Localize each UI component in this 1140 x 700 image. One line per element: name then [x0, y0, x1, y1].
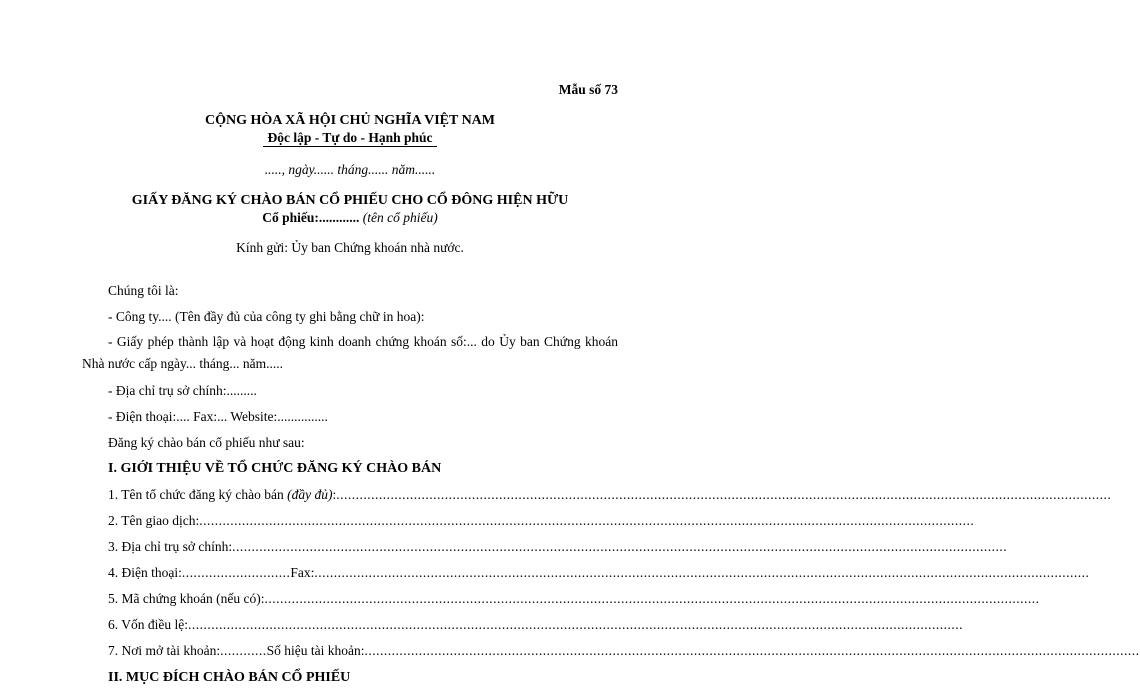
section-1-field-7	[108, 643, 1140, 659]
field-label	[108, 513, 199, 529]
field-fill-dots: ........................................................................................................................................................................................................	[199, 513, 975, 528]
national-motto	[82, 130, 618, 146]
field-fill-dots: ............	[220, 643, 267, 658]
field-label-text: 3. Địa chỉ trụ sở chính:	[108, 539, 233, 554]
field-label	[108, 591, 265, 607]
section-1-field-4	[108, 565, 1090, 581]
stock-note: (tên cổ phiếu)	[362, 210, 438, 225]
document-title: GIẤY ĐĂNG KÝ CHÀO BÁN CỔ PHIẾU CHO CỔ ĐÔNG HIỆN HỮU	[131, 193, 569, 208]
section-1-field-6	[108, 617, 963, 633]
field-fill-dots: ........................................................................................................................................................................................................	[188, 617, 963, 632]
section-1-field-2	[108, 513, 975, 529]
form-number: Mẫu số 73	[558, 82, 618, 97]
stock-label: Cổ phiếu:............	[262, 210, 360, 225]
date-line: ....., ngày...... tháng...... năm......	[264, 162, 436, 177]
field-label	[108, 539, 232, 555]
document-subtitle	[82, 210, 618, 226]
motto-text: Độc lập - Tự do - Hạnh phúc	[263, 130, 436, 147]
field-label-text: 4. Điện thoại:	[108, 565, 182, 580]
field-fill-dots: ........................................................................................................................................................................................................	[336, 487, 1112, 502]
section-1-field-5	[108, 591, 1040, 607]
field-mid-label: Fax:	[290, 565, 315, 580]
field-label-text: 7. Nơi mở tài khoản:	[108, 643, 221, 658]
field-fill-dots: ........................................................................................................................................................................................................	[264, 591, 1040, 606]
intro-we-are: Chúng tôi là:	[108, 283, 179, 298]
field-label	[108, 617, 188, 633]
section-1-field-3	[108, 539, 1008, 555]
field-label	[108, 487, 336, 503]
field-label-text: 1. Tên tổ chức đăng ký chào bán	[108, 487, 288, 502]
intro-company: - Công ty.... (Tên đầy đủ của công ty ghi bằng chữ in hoa):	[108, 309, 425, 324]
field-label-text: 6. Vốn điều lệ:	[108, 617, 188, 632]
intro-license: - Giấy phép thành lập và hoạt động kinh doanh chứng khoán số:... do Ủy ban Chứng khoán Nhà nước cấp ngày... tháng... năm.....	[82, 334, 618, 371]
field-label-note: (đầy đủ)	[287, 487, 333, 502]
field-fill-dots: ............................	[181, 565, 291, 580]
field-label	[108, 565, 182, 581]
section-1-heading: I. GIỚI THIỆU VỀ TỔ CHỨC ĐĂNG KÝ CHÀO BÁN	[108, 461, 442, 476]
field-label-text: 5. Mã chứng khoán (nếu có):	[108, 591, 265, 606]
intro-contact: - Điện thoại:.... Fax:... Website:...............	[108, 409, 328, 424]
intro-register: Đăng ký chào bán cổ phiếu như sau:	[108, 435, 305, 450]
national-title: CỘNG HÒA XÃ HỘI CHỦ NGHĨA VIỆT NAM	[204, 113, 495, 128]
field-fill-dots: ........................................................................................................................................................................................................	[232, 539, 1008, 554]
field-fill-dots: ........................................................................................................................................................................................................	[314, 565, 1090, 580]
field-mid-label: Số hiệu tài khoản:	[266, 643, 365, 658]
section-2-heading: II. MỤC ĐÍCH CHÀO BÁN CỔ PHIẾU	[108, 670, 351, 685]
field-label-text: 2. Tên giao dịch:	[108, 513, 200, 528]
section-1-field-1	[108, 487, 1112, 503]
field-label-suffix: :	[332, 487, 337, 502]
field-label	[108, 643, 220, 659]
intro-address: - Địa chỉ trụ sở chính:.........	[108, 383, 257, 398]
field-fill-dots: ........................................................................................................................................................................................................	[364, 643, 1140, 658]
recipient-line: Kính gửi: Ủy ban Chứng khoán nhà nước.	[236, 240, 464, 255]
